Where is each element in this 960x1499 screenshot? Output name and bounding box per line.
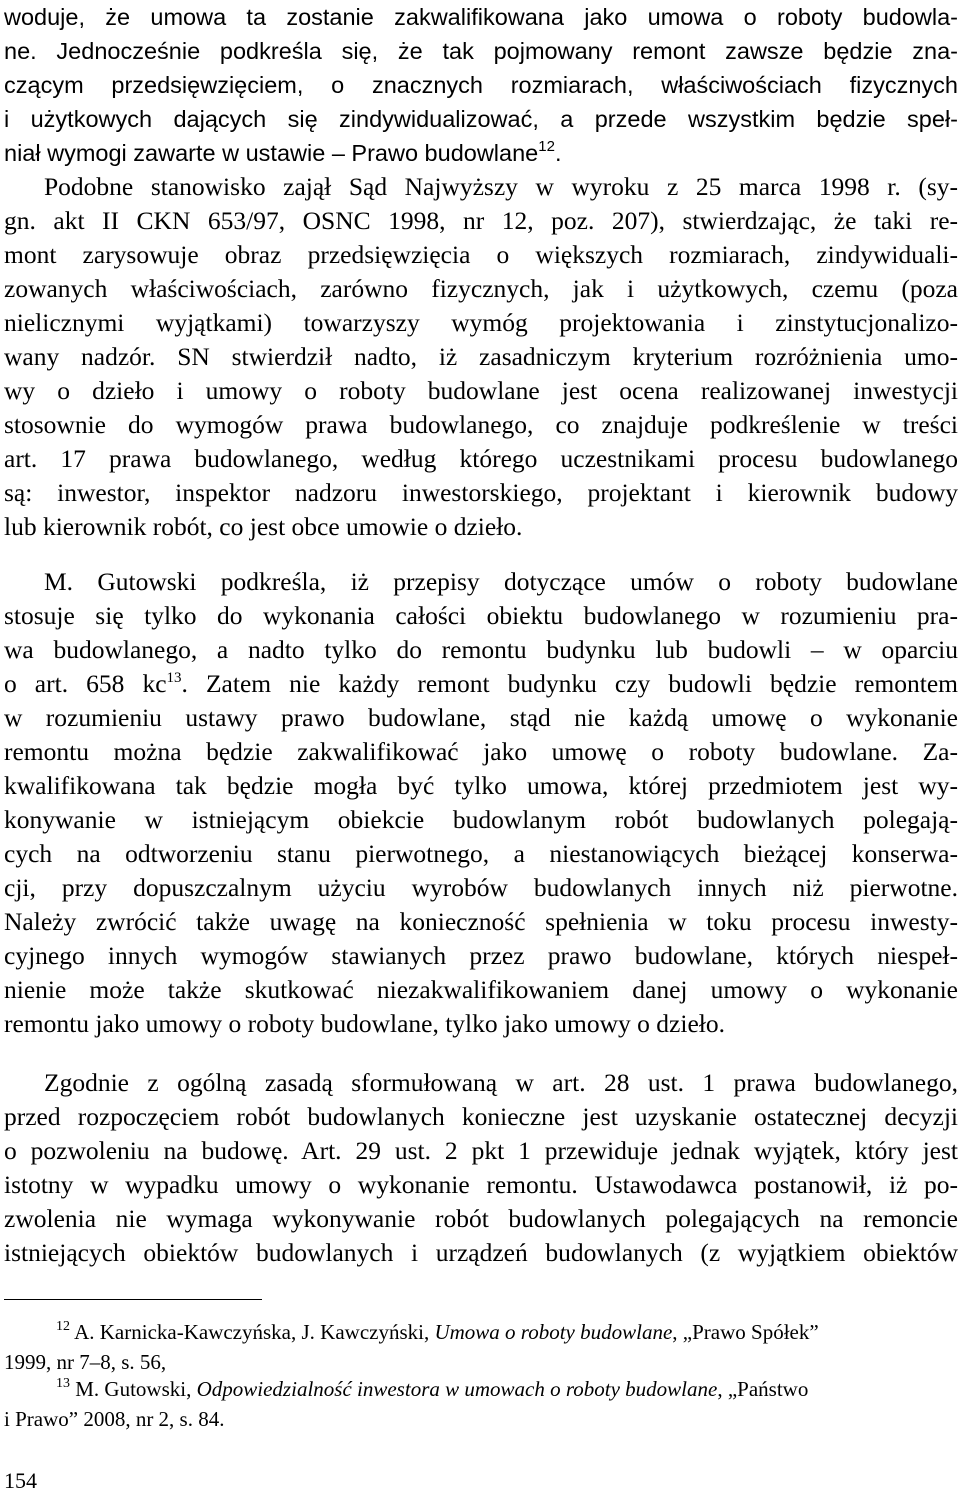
body-line: lub kierownik robót, co jest obce umowie o dzieło. [4,512,523,541]
footnote-number: 12 [56,1319,70,1334]
body-line: nienie może także skutkować niezakwalifikowaniem danej umowy o wykonanie [4,975,958,1004]
body-line: cji, przy dopuszczalnym użyciu wyrobów budowlanych innych niż pierwotne. [4,873,958,902]
footnote-text: , „Prawo Spółek” [672,1320,819,1344]
body-line: Zgodnie z ogólną zasadą sformułowaną w art. 28 ust. 1 prawa budowlanego, [44,1068,958,1097]
footnote-number: 13 [56,1376,70,1391]
footnote-12-continuation: 1999, nr 7–8, s. 56, [4,1350,167,1374]
footnote-13 [56,1374,958,1404]
body-line: gn. akt II CKN 653/97, OSNC 1998, nr 12, poz. 207), stwierdzając, że taki re- [4,206,958,235]
body-line: przed rozpoczęciem robót budowlanych konieczne jest uzyskanie ostatecznej decyzji [4,1102,958,1131]
body-line: kwalifikowana tak będzie mogła być tylko umowa, której przedmiotem jest wy- [4,771,958,800]
body-line: Należy zwrócić także uwagę na konieczność spełnienia w toku procesu inwesty- [4,907,958,936]
body-line-text: . Zatem nie każdy remont budynku czy budowli będzie remontem [181,669,958,698]
footnote-text: , „Państwo [717,1377,809,1401]
body-line: cyjnego innych wymogów stawianych przez prawo budowlane, których niespeł- [4,941,958,970]
body-line: o pozwoleniu na budowę. Art. 29 ust. 2 pkt 1 przewiduje jednak wyjątek, który jest [4,1136,958,1165]
body-line: konywanie w istniejącym obiekcie budowlanym robót budowlanych polegają- [4,805,958,834]
footnote-title: Odpowiedzialność inwestora w umowach o roboty budowlane [196,1377,718,1401]
body-line: stosownie do wymogów prawa budowlanego, co znajduje podkreślenie w treści [4,410,958,439]
footnote-separator [4,1299,262,1300]
footnote-title: Umowa o roboty budowlane [434,1320,673,1344]
body-line: mont zarysowuje obraz przedsięwzięcia o większych rozmiarach, zindywiduali- [4,240,958,269]
body-line: M. Gutowski podkreśla, iż przepisy dotyczące umów o roboty budowlane [44,567,958,596]
body-line [4,667,958,701]
body-line: wa budowlanego, a nadto tylko do remontu budynku lub budowli – w oparciu [4,635,958,664]
body-line: cych na odtworzeniu stanu pierwotnego, a niestanowiących bieżącej konserwa- [4,839,958,868]
body-line-text: niał wymogi zawarte w ustawie – Prawo budowlane [4,140,539,166]
body-line-text: . [554,140,562,166]
body-line: ne. Jednocześnie podkreśla się, że tak pojmowany remont zawsze będzie zna- [4,38,958,64]
body-line: wy o dzieło i umowy o roboty budowlane jest ocena realizowanej inwestycji [4,376,958,405]
footnote-12 [56,1317,958,1347]
footnote-text: M. Gutowski, [70,1377,197,1401]
body-line: są: inwestor, inspektor nadzoru inwestorskiego, projektant i kierownik budowy [4,478,958,507]
body-line: zowanych właściwościach, zarówno fizycznych, jak i użytkowych, czemu (poza [4,274,958,303]
page-number: 154 [4,1468,37,1493]
body-line: wany nadzór. SN stwierdził nadto, iż zasadniczym kryterium rozróżnienia umo- [4,342,958,371]
body-line: istotny w wypadku umowy o wykonanie remontu. Ustawodawca postanowił, iż po- [4,1170,958,1199]
body-line: i użytkowych dających się zindywidualizować, a przede wszystkim będzie speł- [4,106,958,132]
body-line: istniejących obiektów budowlanych i urządzeń budowlanych (z wyjątkiem obiektów [4,1238,958,1267]
body-line: remontu można będzie zakwalifikować jako umowę o roboty budowlane. Za- [4,737,958,766]
body-line: w rozumieniu ustawy prawo budowlane, stąd nie każdą umowę o wykonanie [4,703,958,732]
footnote-13-continuation: i Prawo” 2008, nr 2, s. 84. [4,1407,225,1431]
body-line: nielicznymi wyjątkami) towarzyszy wymóg projektowania i zinstytucjonalizo- [4,308,958,337]
body-line-text: o art. 658 kc [4,669,167,698]
footnote-text: A. Karnicka-Kawczyńska, J. Kawczyński, [70,1320,435,1344]
body-line: zwolenia nie wymaga wykonywanie robót budowlanych polegających na remoncie [4,1204,958,1233]
footnote-ref-12: 12 [538,138,555,155]
body-line: stosuje się tylko do wykonania całości obiektu budowlanego w rozumieniu pra- [4,601,958,630]
body-line [4,136,958,170]
body-line: woduje, że umowa ta zostanie zakwalifikowana jako umowa o roboty budowla- [4,4,958,30]
body-line: Podobne stanowisko zajął Sąd Najwyższy w wyroku z 25 marca 1998 r. (sy- [44,172,958,201]
body-line: czącym przedsięwzięciem, o znacznych rozmiarach, właściwościach fizycznych [4,72,958,98]
footnote-ref-13: 13 [166,670,182,686]
body-line: art. 17 prawa budowlanego, według którego uczestnikami procesu budowlanego [4,444,958,473]
body-line: remontu jako umowy o roboty budowlane, tylko jako umowy o dzieło. [4,1009,725,1038]
